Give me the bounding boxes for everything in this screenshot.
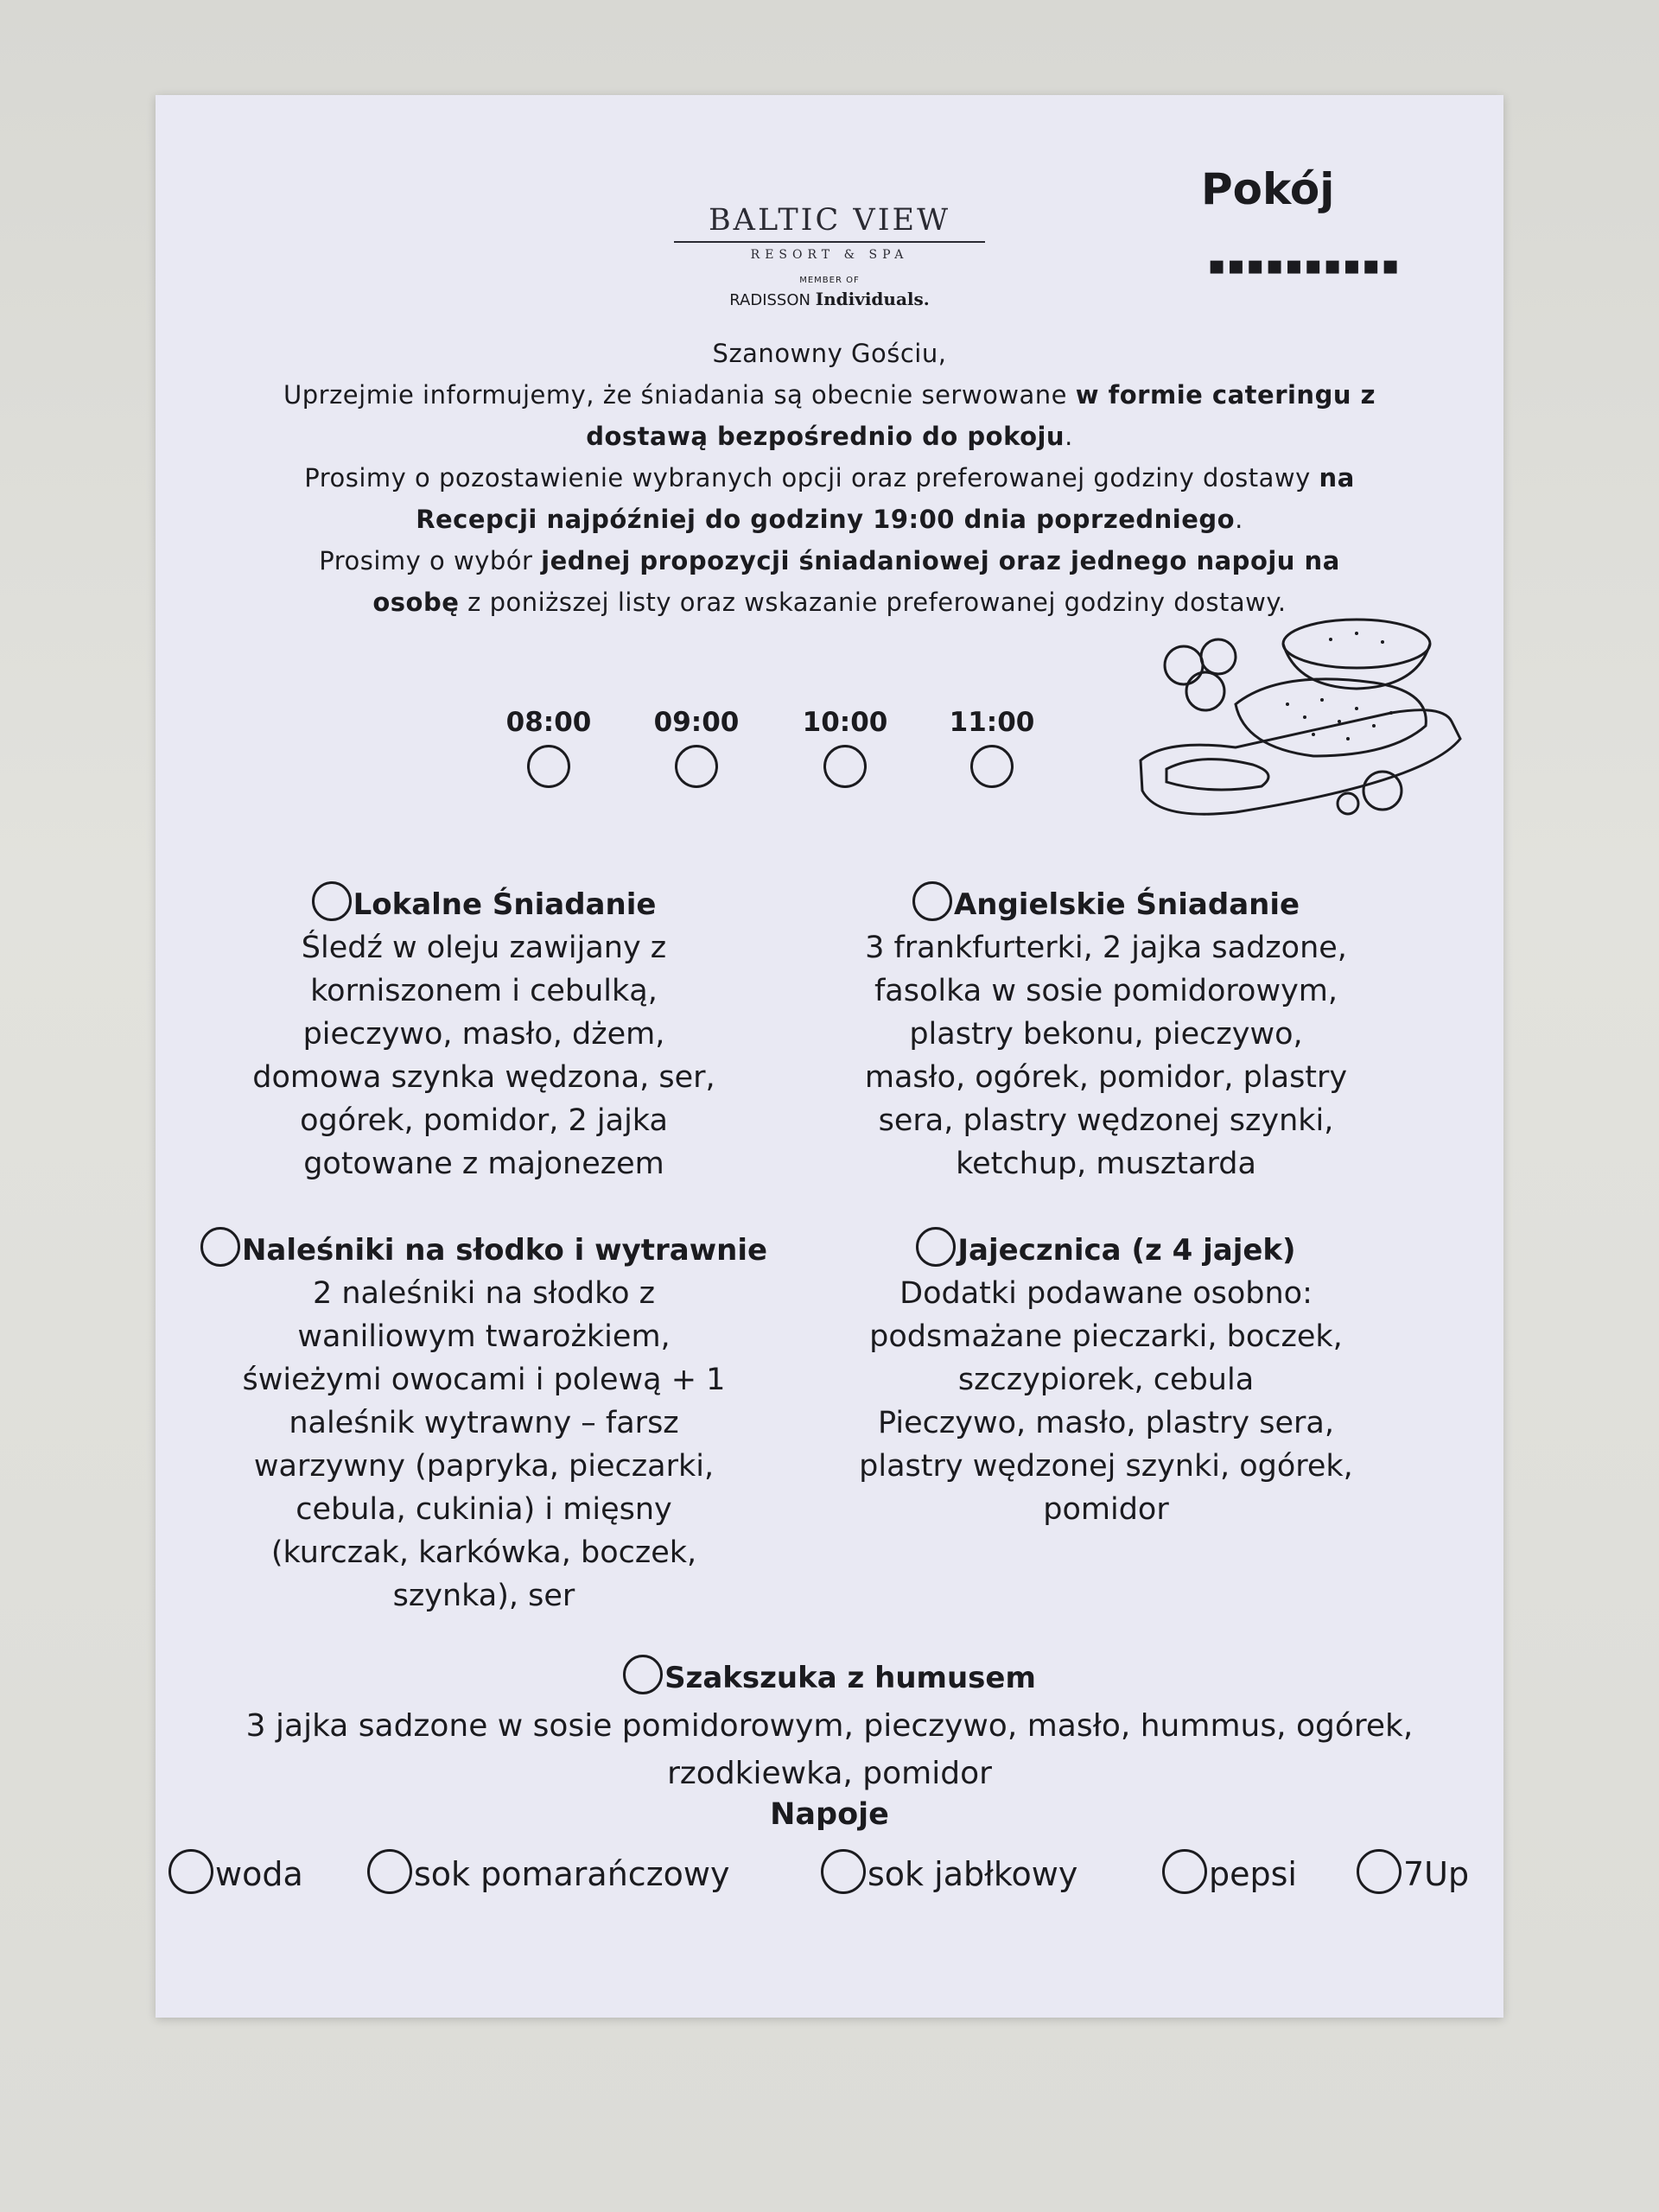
drink-label: 7Up [1403, 1855, 1470, 1893]
time-label: 11:00 [949, 707, 1035, 738]
drink-label: woda [215, 1855, 303, 1893]
option-line: sera, plastry wędzonej szynki, [878, 1103, 1334, 1138]
option-line: fasolka w sosie pomidorowym, [874, 974, 1338, 1008]
time-option-0900[interactable] [636, 707, 757, 791]
drink-label: sok jabłkowy [868, 1855, 1078, 1893]
intro-paragraph-1 [242, 374, 1417, 457]
option-line: domowa szynka wędzona, ser, [252, 1060, 715, 1095]
option-title: Naleśniki na słodko i wytrawnie [241, 1233, 768, 1268]
option-line: Dodatki podawane osobno: [899, 1276, 1313, 1311]
drink-option-7up[interactable] [1357, 1849, 1469, 1894]
option-line: plastry bekonu, pieczywo, [909, 1017, 1303, 1052]
radio-circle-icon[interactable] [168, 1849, 213, 1894]
radio-circle-icon[interactable] [970, 745, 1014, 788]
option-line: Śledź w oleju zawijany z [301, 931, 667, 965]
intro-p1-bold: w formie cateringu z dostawą bezpośrednio do pokoju [586, 380, 1376, 451]
option-line: szynka), ser [392, 1579, 575, 1613]
option-line: 2 naleśniki na słodko z [312, 1276, 656, 1311]
option-heading [173, 1227, 795, 1272]
hotel-logo [639, 203, 1020, 309]
muffin-1 [1165, 646, 1203, 684]
radio-circle-icon[interactable] [623, 1655, 663, 1694]
radio-circle-icon[interactable] [675, 745, 718, 788]
bowl-body [1283, 644, 1430, 689]
muffin-3 [1186, 672, 1224, 710]
breakfast-option-pancakes[interactable] [173, 1227, 795, 1618]
option-line: (kurczak, karkówka, boczek, [270, 1535, 697, 1570]
bread-board-illustration-icon [1132, 609, 1469, 834]
breakfast-option-shakshuka[interactable] [156, 1655, 1503, 1797]
logo-member-of: MEMBER OF [799, 276, 860, 285]
drink-option-orange-juice[interactable] [367, 1849, 729, 1894]
option-line: szczypiorek, cebula [957, 1363, 1255, 1397]
option-title: Lokalne Śniadanie [353, 887, 657, 922]
option-line: ogórek, pomidor, 2 jajka [300, 1103, 668, 1138]
option-line: świeżymi owocami i polewą + 1 [242, 1363, 726, 1397]
intro-p3-text: Prosimy o wybór [319, 546, 542, 575]
intro-p1-end: . [1065, 422, 1073, 451]
radio-circle-icon[interactable] [823, 745, 867, 788]
radio-circle-icon[interactable] [527, 745, 570, 788]
drink-option-pepsi[interactable] [1162, 1849, 1297, 1894]
intro-paragraph-2 [242, 457, 1417, 540]
option-line: pieczywo, masło, dżem, [302, 1017, 665, 1052]
option-line: masło, ogórek, pomidor, plastry [864, 1060, 1348, 1095]
option-line: waniliowym twarożkiem, [297, 1319, 671, 1354]
intro-p2-end: . [1235, 505, 1243, 534]
tomato [1363, 772, 1402, 810]
time-label: 10:00 [802, 707, 888, 738]
option-title: Szakszuka z humusem [664, 1661, 1036, 1695]
intro-p3-bold: jednej propozycji śniadaniowej oraz jednego napoju na osobę [372, 546, 1340, 617]
radio-circle-icon[interactable] [312, 881, 352, 921]
option-line: rzodkiewka, pomidor [667, 1756, 992, 1791]
logo-subtitle: RESORT & SPA [750, 248, 909, 262]
logo-radisson [639, 289, 1020, 309]
radio-circle-icon[interactable] [367, 1849, 412, 1894]
intro-p2-text: Prosimy o pozostawienie wybranych opcji oraz preferowanej godziny dostawy [304, 463, 1319, 493]
radio-circle-icon[interactable] [200, 1227, 240, 1267]
option-line: warzywny (papryka, pieczarki, [253, 1449, 715, 1484]
olive [1338, 793, 1358, 814]
radio-circle-icon[interactable] [912, 881, 952, 921]
radio-circle-icon[interactable] [916, 1227, 956, 1267]
option-line: naleśnik wytrawny – farsz [289, 1406, 679, 1440]
option-line: 3 frankfurterki, 2 jajka sadzone, [865, 931, 1347, 965]
time-label: 09:00 [653, 707, 740, 738]
time-option-1100[interactable] [931, 707, 1052, 791]
option-line: plastry wędzonej szynki, ogórek, [859, 1449, 1353, 1484]
option-line: korniszonem i cebulką, [310, 974, 658, 1008]
drink-option-apple-juice[interactable] [821, 1849, 1077, 1894]
drink-label: pepsi [1209, 1855, 1297, 1893]
drink-label: sok pomarańczowy [414, 1855, 730, 1893]
radio-circle-icon[interactable] [1162, 1849, 1207, 1894]
time-label: 08:00 [505, 707, 592, 738]
option-heading [812, 1227, 1400, 1272]
bowl-top [1283, 620, 1430, 668]
option-line: podsmażane pieczarki, boczek, [869, 1319, 1343, 1354]
drinks-heading: Napoje [770, 1797, 889, 1832]
option-line: cebula, cukinia) i mięsny [296, 1492, 672, 1527]
muffin-2 [1201, 639, 1236, 674]
logo-individuals-text: Individuals. [815, 289, 930, 309]
breakfast-order-card [156, 95, 1503, 2018]
option-heading [207, 881, 760, 926]
logo-name: BALTIC VIEW [708, 203, 951, 238]
greeting: Szanowny Gościu, [712, 339, 947, 368]
intro-p2-bold: na Recepcji najpóźniej do godziny 19:00 dnia poprzedniego [416, 463, 1355, 534]
intro-text [242, 333, 1417, 623]
bread-loaf [1236, 679, 1426, 756]
time-option-1000[interactable] [785, 707, 906, 791]
breakfast-option-english[interactable] [812, 881, 1400, 1185]
radio-circle-icon[interactable] [821, 1849, 866, 1894]
radio-circle-icon[interactable] [1357, 1849, 1402, 1894]
option-title: Jajecznica (z 4 jajek) [957, 1233, 1296, 1268]
option-line: 3 jajka sadzone w sosie pomidorowym, pieczywo, masło, hummus, ogórek, [245, 1708, 1414, 1744]
breakfast-option-local[interactable] [207, 881, 760, 1185]
time-option-0800[interactable] [488, 707, 609, 791]
breakfast-option-scrambled-eggs[interactable] [812, 1227, 1400, 1531]
option-title: Angielskie Śniadanie [953, 887, 1300, 922]
room-number-blank[interactable]: ▪▪▪▪▪▪▪▪▪▪ [1208, 251, 1402, 281]
option-heading [156, 1655, 1503, 1702]
logo-radisson-text: RADISSON [729, 291, 810, 309]
room-label: Pokój [1201, 164, 1335, 214]
option-line: ketchup, musztarda [956, 1147, 1256, 1181]
option-heading [812, 881, 1400, 926]
bread-slice [1166, 760, 1268, 790]
option-line: Pieczywo, masło, plastry sera, [878, 1406, 1334, 1440]
logo-divider [674, 241, 985, 243]
drink-option-water[interactable] [168, 1849, 303, 1894]
option-line: pomidor [1043, 1492, 1169, 1527]
intro-p1-text: Uprzejmie informujemy, że śniadania są obecnie serwowane [283, 380, 1076, 410]
option-line: gotowane z majonezem [303, 1147, 664, 1181]
intro-p3-end: z poniższej listy oraz wskazanie preferowanej godziny dostawy. [459, 588, 1287, 617]
